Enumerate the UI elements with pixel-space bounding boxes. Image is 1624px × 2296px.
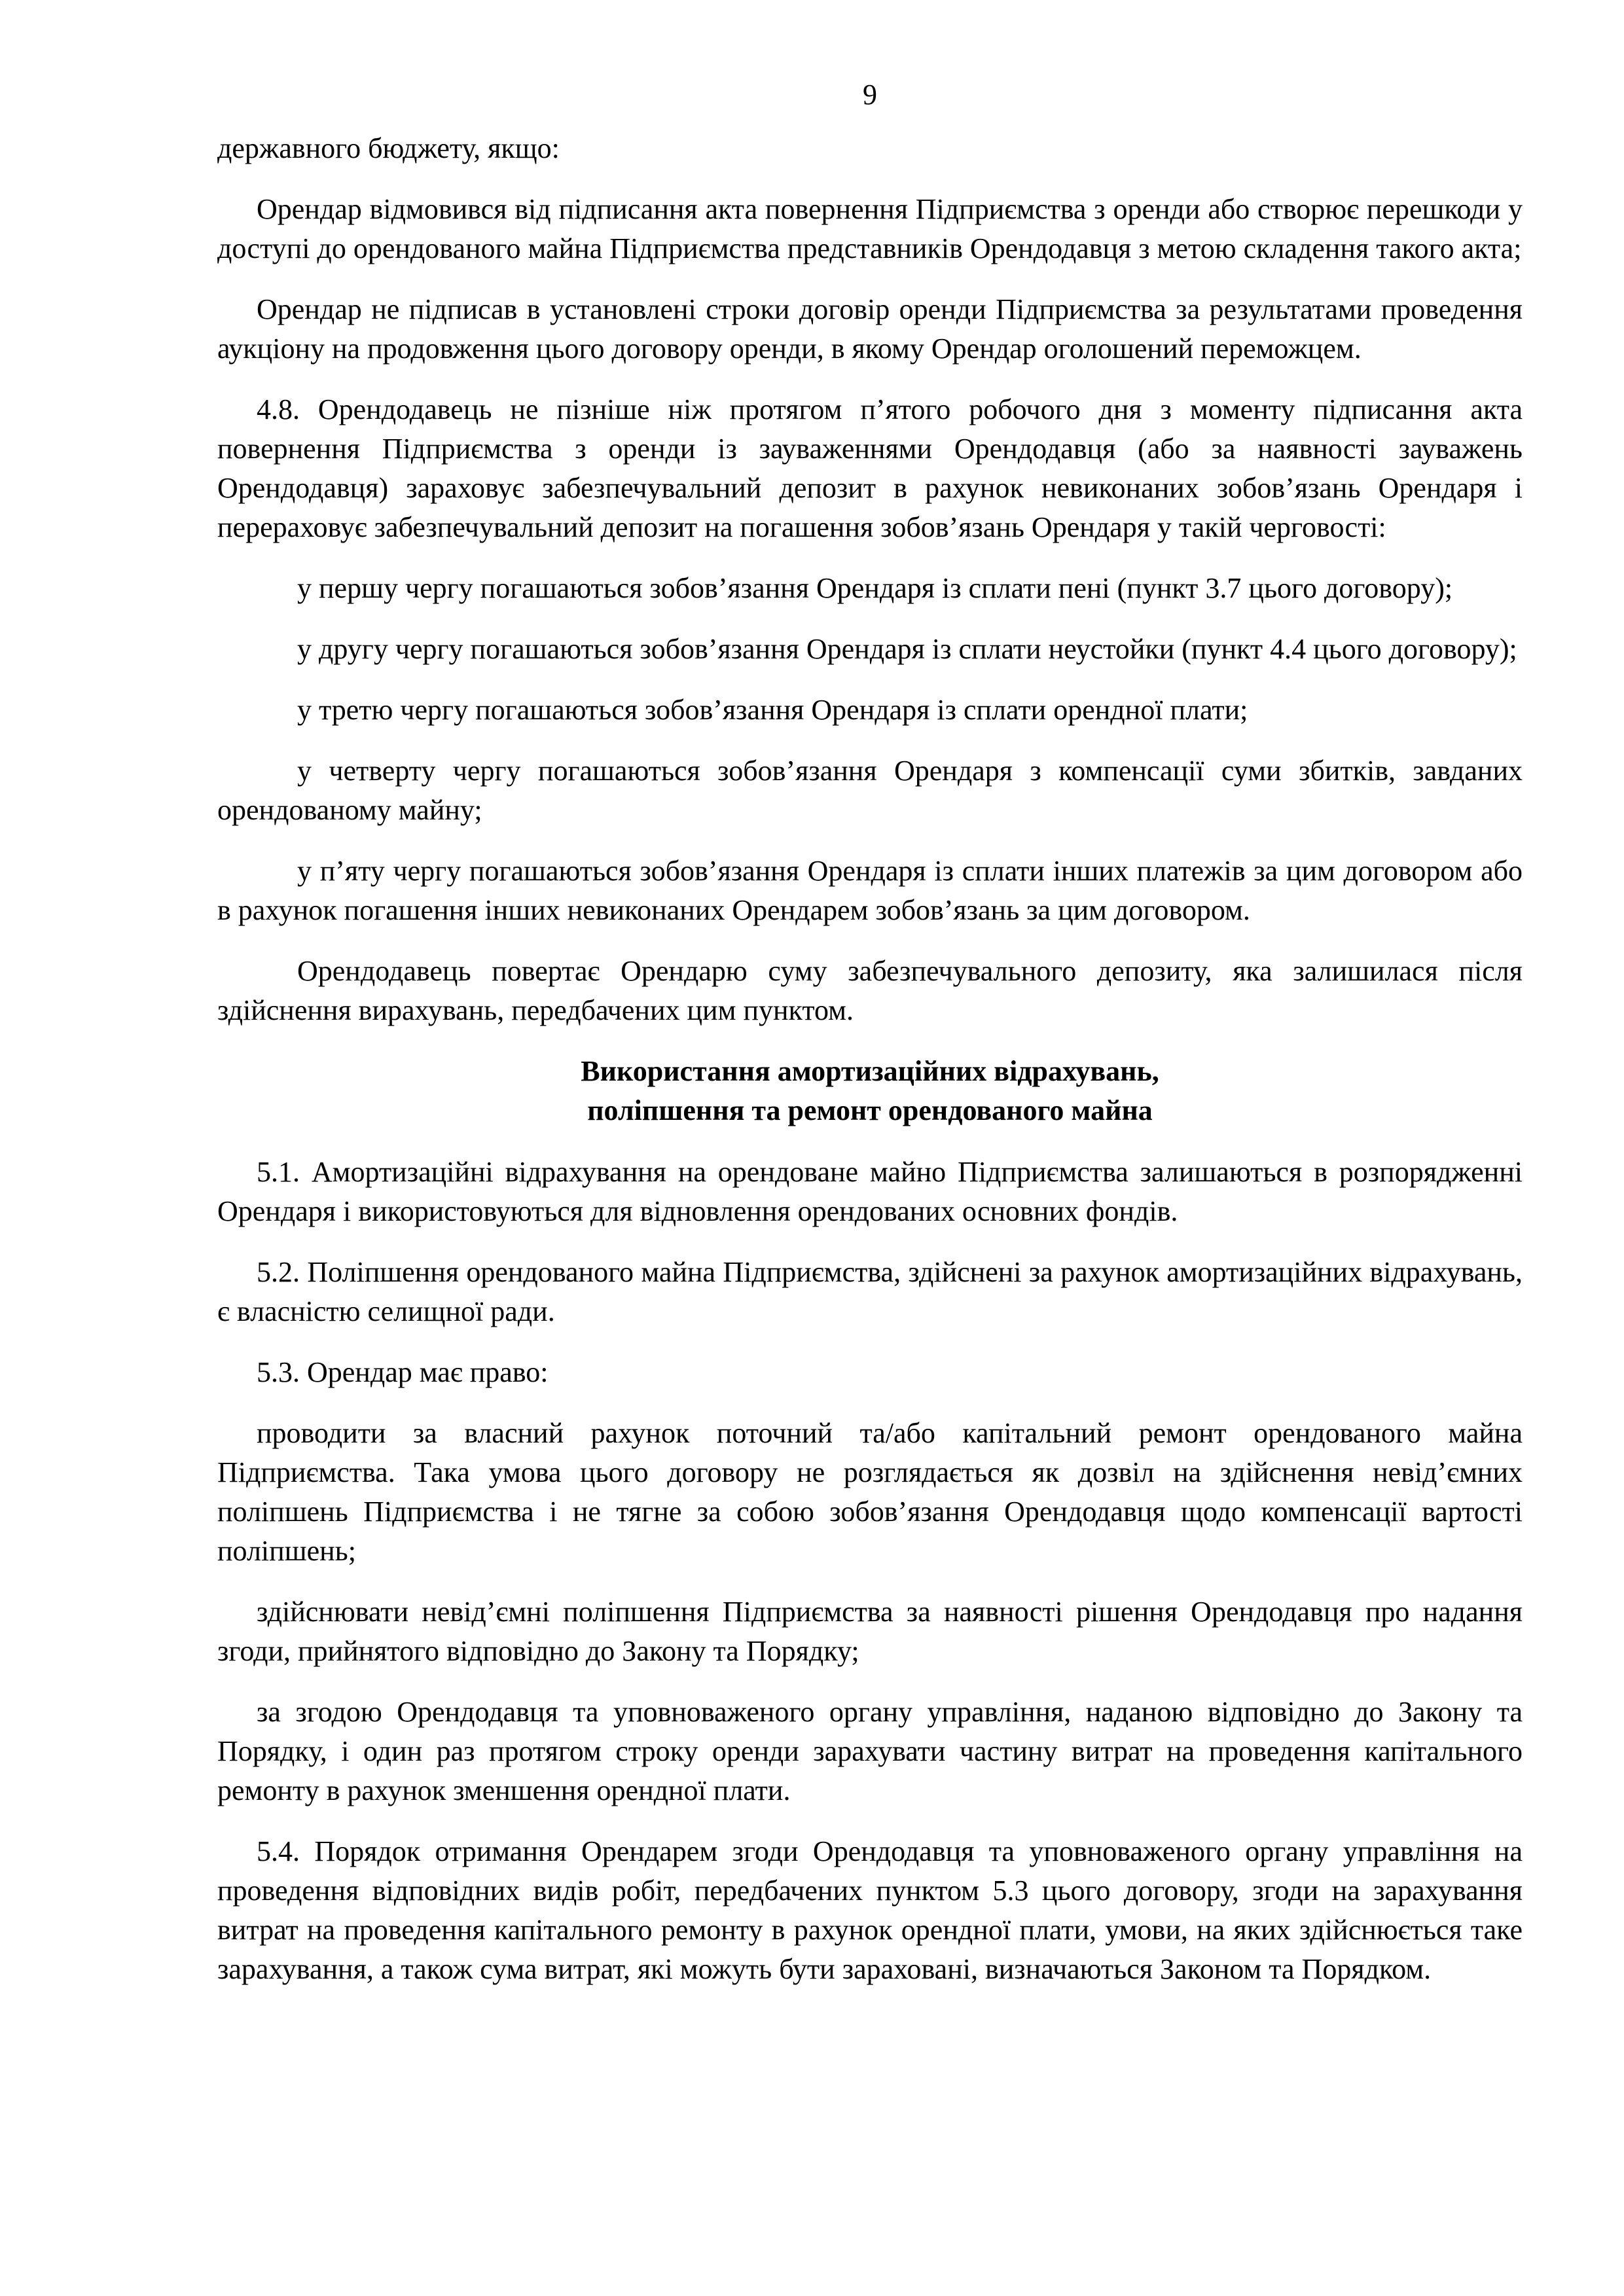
clause-5-3: 5.3. Орендар має право: — [257, 1356, 549, 1388]
clause-4-8: 4.8. Орендодавець не пізніше ніж протягом п’ятого робочого дня з моменту підписання акта повернення Підприємства з оренди із зауваженнями Орендодавця (або за наявності зауважень Орендодавця) зараховує забезпечувальний депозит в рахунок невиконаних зобов’язань Орендаря і перераховує забезпечувальний депозит на погашення зобов’язань Орендаря у такій черговості: — [217, 393, 1523, 543]
section-5-heading-line-2: поліпшення та ремонт орендованого майна — [587, 1094, 1153, 1126]
clause-5-1: 5.1. Амортизаційні відрахування на орендоване майно Підприємства залишаються в розпорядженні Орендаря і використовуються для відновлення орендованих основних фондів. — [217, 1156, 1523, 1227]
clause-5-2: 5.2. Поліпшення орендованого майна Підприємства, здійснені за рахунок амортизаційних відрахувань, є власністю селищної ради. — [217, 1256, 1523, 1327]
priority-item-3: у третю чергу погашаються зобов’язання Орендаря із сплати орендної плати; — [297, 694, 1248, 726]
clause-5-3-right-offset: за згодою Орендодавця та уповноваженого органу управління, наданою відповідно до Закону та Порядку, і один раз протягом строку оренди зарахувати частину витрат на проведення капітального ремонту в рахунок зменшення орендної плати. — [217, 1696, 1523, 1806]
priority-item-4: у четверту чергу погашаються зобов’язання Орендаря з компенсації суми збитків, завданих орендованому майну; — [217, 755, 1523, 826]
document-page — [217, 75, 1523, 2011]
paragraph-condition-not-signed: Орендар не підписав в установлені строки договір оренди Підприємства за результатами проведення аукціону на продовження цього договору оренди, в якому Орендар оголошений переможцем. — [217, 293, 1523, 365]
clause-5-3-right-improvements: здійснювати невід’ємні поліпшення Підприємства за наявності рішення Орендодавця про надання згоди, прийнятого відповідно до Закону та Порядку; — [217, 1596, 1523, 1667]
section-5-heading — [217, 1052, 1523, 1130]
priority-item-1: у першу чергу погашаються зобов’язання Орендаря із сплати пені (пункт 3.7 цього договору); — [297, 572, 1453, 604]
paragraph-continuation: державного бюджету, якщо: — [217, 132, 560, 164]
paragraph-condition-refusal: Орендар відмовився від підписання акта повернення Підприємства з оренди або створює перешкоди у доступі до орендованого майна Підприємства представників Орендодавця з метою складення такого акта; — [217, 193, 1523, 264]
priority-item-2: у другу чергу погашаються зобов’язання Орендаря із сплати неустойки (пункт 4.4 цього договору); — [297, 633, 1517, 665]
deposit-return-paragraph: Орендодавець повертає Орендарю суму забезпечувального депозиту, яка залишилася після здійснення вирахувань, передбачених цим пунктом. — [217, 955, 1523, 1026]
priority-item-5: у п’яту чергу погашаються зобов’язання Орендаря із сплати інших платежів за цим договором або в рахунок погашення інших невиконаних Орендарем зобов’язань за цим договором. — [217, 855, 1523, 926]
clause-5-3-right-repair: проводити за власний рахунок поточний та/або капітальний ремонт орендованого майна Підприємства. Така умова цього договору не розглядається як дозвіл на здійснення невід’ємних поліпшень Підприємства і не тягне за собою зобов’язання Орендодавця щодо компенсації вартості поліпшень; — [217, 1417, 1523, 1567]
clause-5-4: 5.4. Порядок отримання Орендарем згоди Орендодавця та уповноваженого органу управління на проведення відповідних видів робіт, передбачених пунктом 5.3 цього договору, згоди на зарахування витрат на проведення капітального ремонту в рахунок орендної плати, умови, на яких здійснюється таке зарахування, а також сума витрат, які можуть бути зараховані, визначаються Законом та Порядком. — [217, 1835, 1523, 1985]
page-number: 9 — [863, 79, 877, 111]
section-5-heading-line-1: Використання амортизаційних відрахувань, — [581, 1055, 1159, 1087]
